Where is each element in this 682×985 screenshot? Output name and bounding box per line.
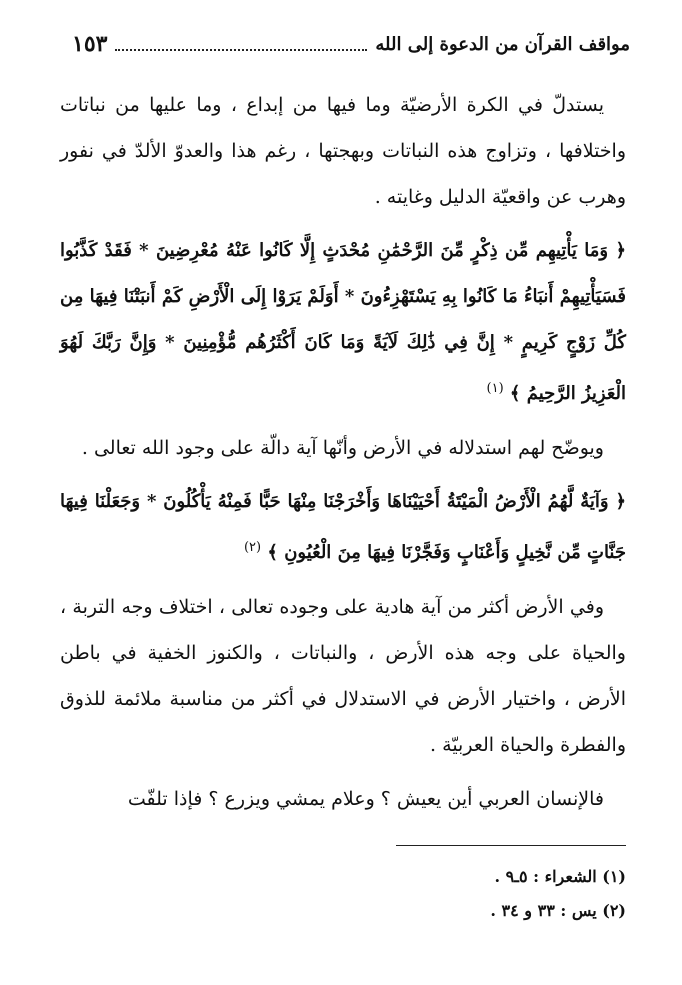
page-number: ١٥٣ <box>72 31 108 57</box>
footnote-2: (٢) يس : ٣٣ و ٣٤ . <box>490 901 626 920</box>
footnote-ref-2: (٢) <box>243 540 262 555</box>
paragraph-3: وفي الأرض أكثر من آية هادية على وجوده تعالى ، اختلاف وجه التربة ، والحياة على وجه هذه الأرض ، والنباتات ، والكنوز الخفية في باطن الأرض ، واختيار الأرض في الاستدلال في أكثر من مناسبة ملائمة للذوق والفطرة والحياة العربيّة . <box>60 596 626 756</box>
quran-verse-2 <box>60 479 626 576</box>
footnote-1: (١) الشعراء : ٥ـ٩ . <box>494 867 626 886</box>
verse-1-text: ﴿ وَمَا يَأْتِيهِم مِّن ذِكْرٍ مِّنَ الرَّحْمَٰنِ مُحْدَثٍ إِلَّا كَانُوا عَنْهُ مُعْرِضِينَ * فَقَدْ كَذَّبُوا فَسَيَأْتِيهِمْ أَنبَاءُ مَا كَانُوا بِهِ يَسْتَهْزِءُونَ * أَوَلَمْ يَرَوْا إِلَى الْأَرْضِ كَمْ أَنبَتْنَا فِيهَا مِن كُلِّ زَوْجٍ كَرِيمٍ * إِنَّ فِي ذَٰلِكَ لَآيَةً وَمَا كَانَ أَكْثَرُهُم مُّؤْمِنِينَ * وَإِنَّ رَبَّكَ لَهُوَ الْعَزِيزُ الرَّحِيمُ ﴾ <box>60 240 626 404</box>
running-header <box>72 24 630 64</box>
chapter-title: مواقف القرآن من الدعوة إلى الله <box>375 33 630 55</box>
verse-2-text: ﴿ وَآيَةٌ لَّهُمُ الْأَرْضُ الْمَيْتَةُ أَحْيَيْنَاهَا وَأَخْرَجْنَا مِنْهَا حَبًّا فَمِنْهُ يَأْكُلُونَ * وَجَعَلْنَا فِيهَا جَنَّاتٍ مِّن نَّخِيلٍ وَأَعْنَابٍ وَفَجَّرْنَا فِيهَا مِنَ الْعُيُونِ ﴾ <box>60 491 626 563</box>
paragraph-2: ويوضّح لهم استدلاله في الأرض وأنّها آية دالّة على وجود الله تعالى . <box>81 437 604 459</box>
quran-verse-1 <box>60 228 626 417</box>
footnote-ref-1: (١) <box>486 381 504 396</box>
paragraph-4: فالإنسان العربي أين يعيش ؟ وعلام يمشي ويزرع ؟ فإذا تلفّت <box>127 788 604 810</box>
leader-dots <box>115 49 367 51</box>
footnote-divider <box>396 845 626 846</box>
paragraph-1: يستدلّ في الكرة الأرضيّة وما فيها من إبداع ، وما عليها من نباتات واختلافها ، وتزاوج هذه النباتات وبهجتها ، رغم هذا والعدوّ الألدّ في نفور وهرب عن واقعيّة الدليل وغايته . <box>60 94 626 208</box>
footnotes <box>60 860 626 928</box>
page-body <box>60 82 626 830</box>
